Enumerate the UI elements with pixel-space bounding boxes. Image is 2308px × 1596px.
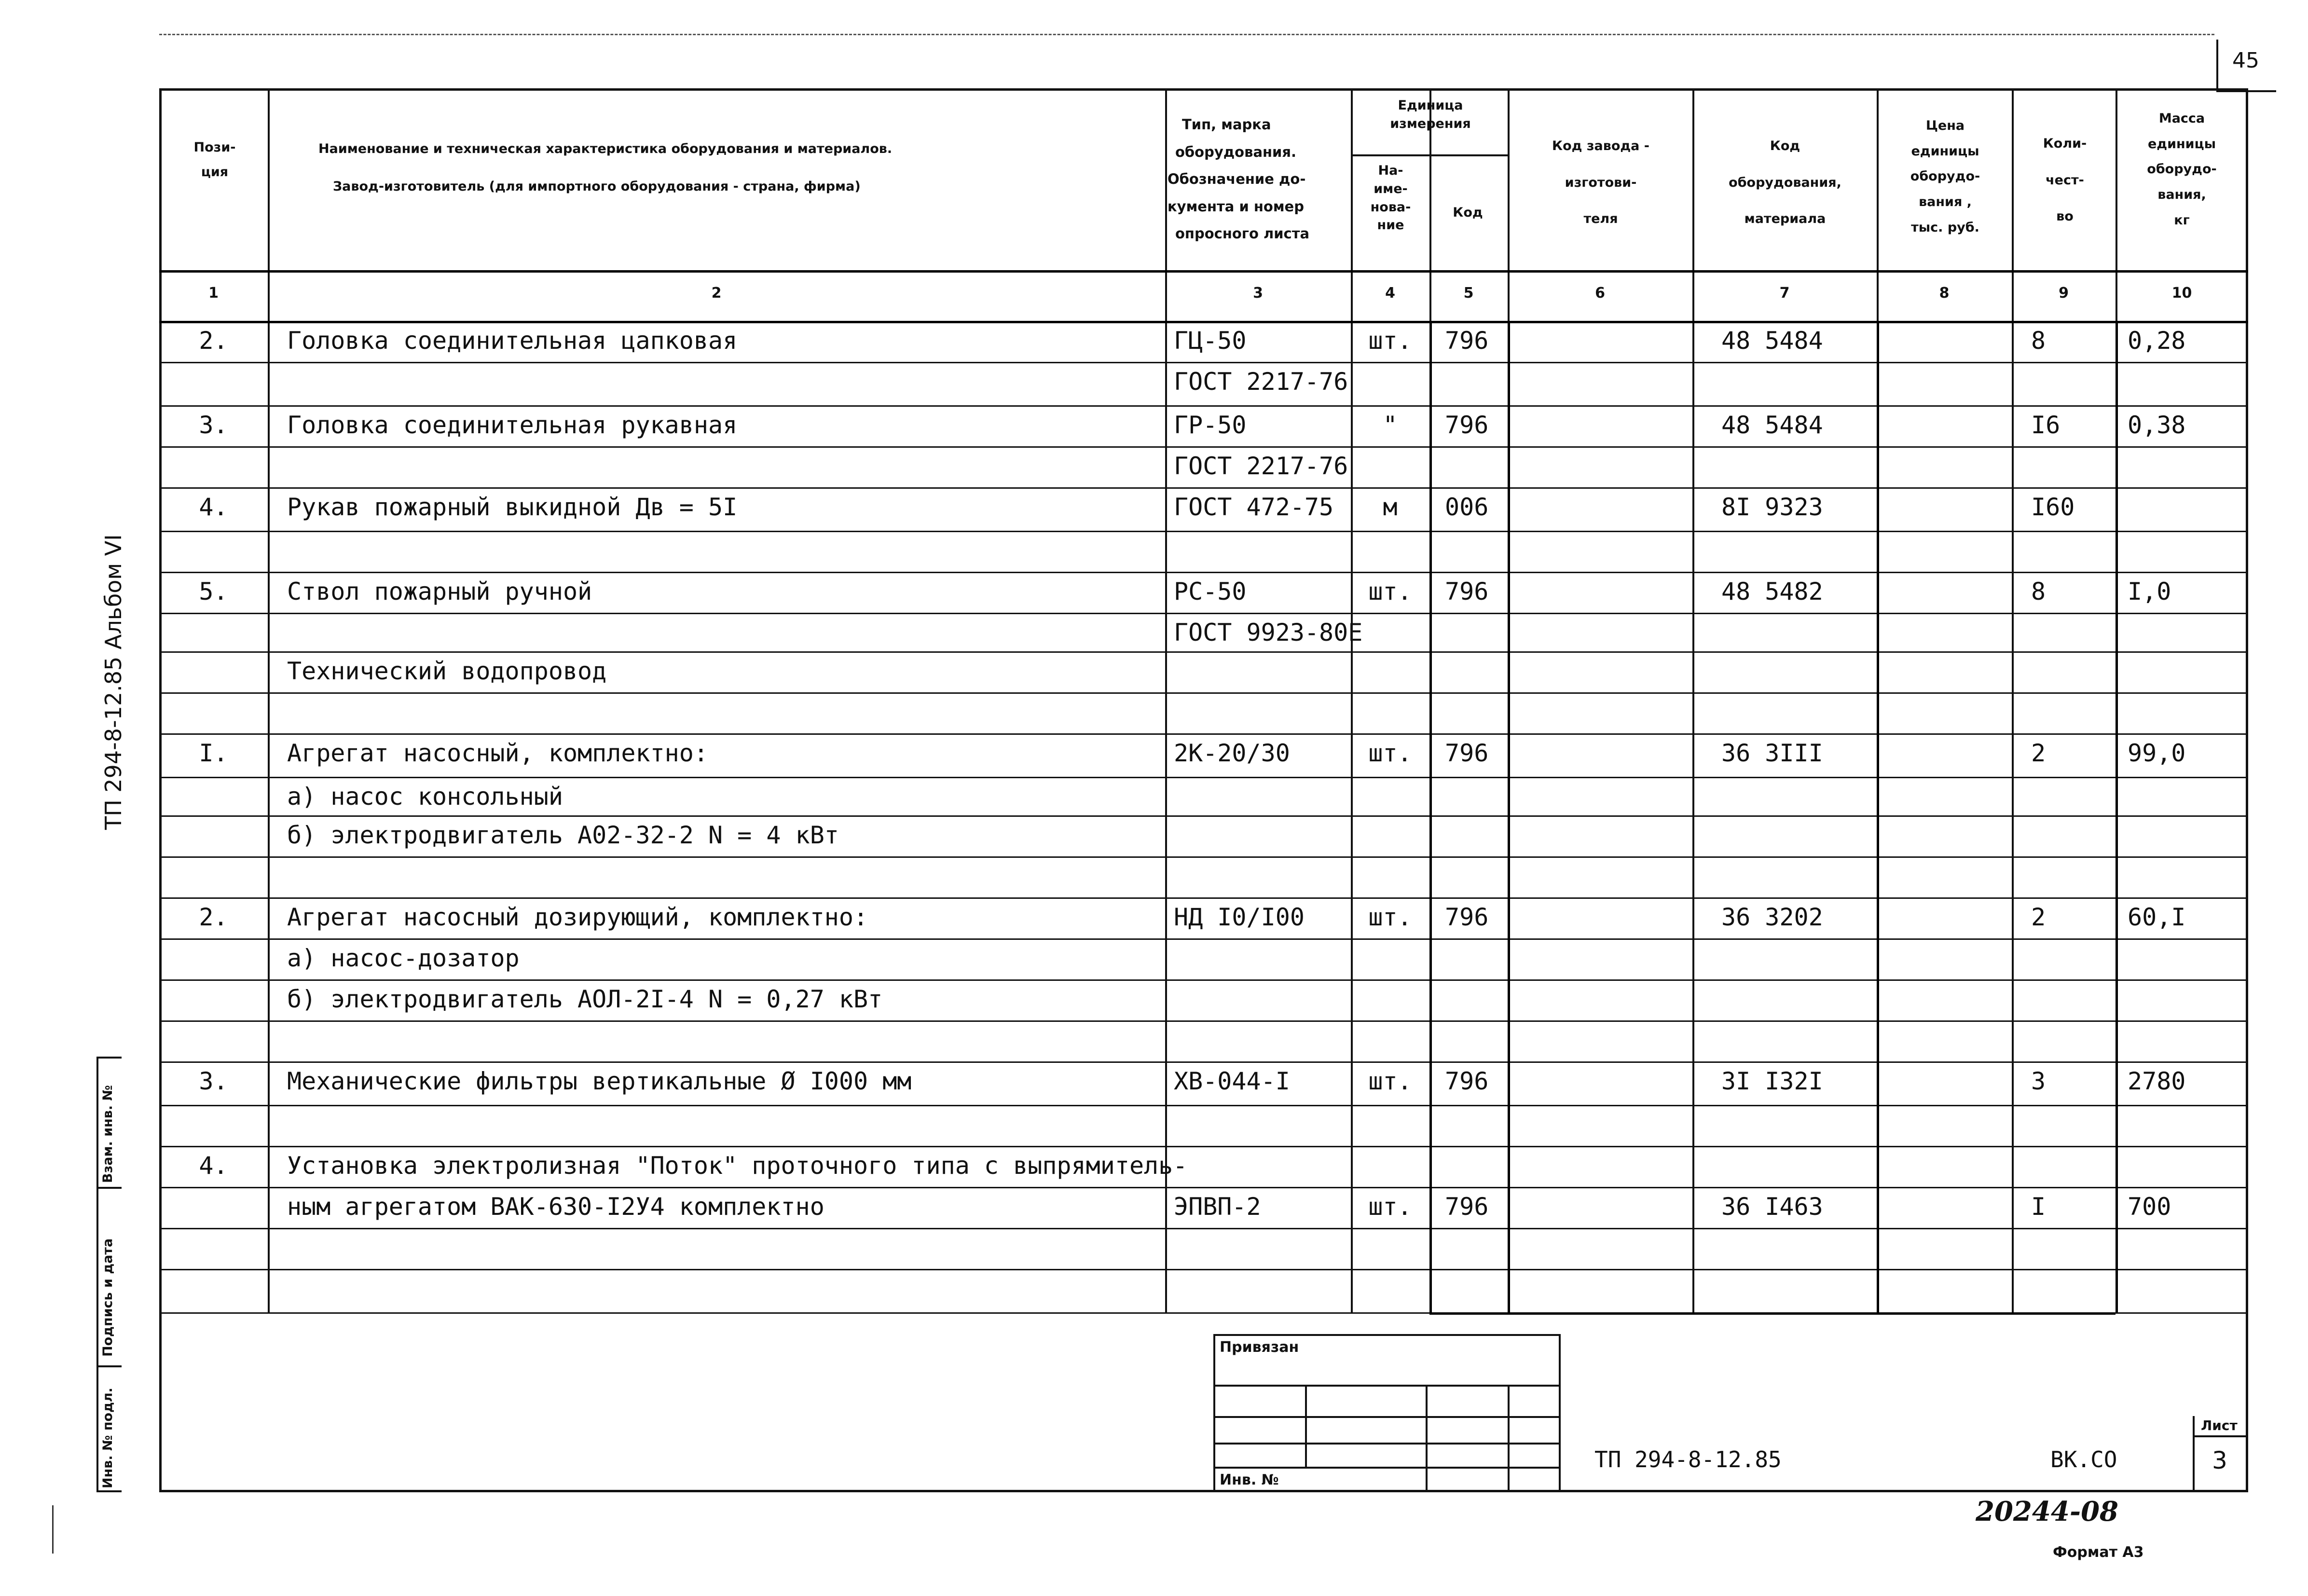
cell-qty: 3: [2031, 1067, 2046, 1095]
cell-mass: 0,38: [2128, 411, 2186, 439]
cell-type: ЭПВП-2: [1174, 1193, 1261, 1221]
cell-type: НД I0/I00: [1174, 903, 1305, 931]
cell-code: 796: [1445, 1193, 1489, 1221]
list-number: 3: [2212, 1446, 2227, 1474]
grid-line: [159, 270, 2248, 273]
grid-line: [1429, 321, 1432, 1312]
header-equipment-code: Код оборудования, материала: [1729, 138, 1841, 227]
stamp-podpis-label: Подпись и дата: [100, 1238, 115, 1357]
grid-line: [159, 405, 2248, 407]
grid-line: [159, 856, 2248, 858]
cell-name: а) насос консольный: [287, 783, 563, 811]
cell-type: ГОСТ 2217-76: [1174, 452, 1348, 480]
cell-code7: 36 I463: [1721, 1193, 1823, 1221]
cell-name: Головка соединительная рукавная: [287, 411, 738, 439]
inv-no-label: Инв. №: [1220, 1472, 1279, 1488]
column-number: 9: [2059, 285, 2069, 302]
cell-type: ГЦ-50: [1174, 327, 1247, 355]
header-unit-code: Код: [1453, 205, 1483, 220]
cell-unit: м: [1383, 493, 1398, 521]
cell-mass: I,0: [2128, 578, 2171, 605]
grid-line: [159, 938, 2248, 940]
cell-unit: шт.: [1368, 578, 1412, 605]
cell-pos: 2.: [199, 903, 228, 931]
header-mass: Масса единицы оборудо- вания, кг: [2147, 111, 2217, 228]
cell-unit: шт.: [1368, 739, 1412, 767]
grid-line: [159, 692, 2248, 694]
cell-code: 796: [1445, 739, 1489, 767]
grid-line: [1877, 321, 1879, 1312]
grid-line: [159, 446, 2248, 448]
grid-line: [1508, 321, 1510, 1312]
cell-mass: 2780: [2128, 1067, 2186, 1095]
cell-name: Ствол пожарный ручной: [287, 578, 592, 605]
cell-qty: I6: [2031, 411, 2061, 439]
grid-line: [159, 1061, 2248, 1063]
side-album-title: ТП 294-8-12.85 Альбом VI: [100, 534, 126, 830]
grid-line: [159, 572, 2248, 573]
grid-line: [2116, 321, 2118, 1312]
cell-unit: шт.: [1368, 1193, 1412, 1221]
cell-qty: 8: [2031, 578, 2046, 605]
cell-mass: 0,28: [2128, 327, 2186, 355]
cell-qty: 2: [2031, 739, 2046, 767]
cell-type: РС-50: [1174, 578, 1247, 605]
handwritten-inventory-number: 20244-08: [1976, 1496, 2118, 1527]
cell-name: Технический водопровод: [287, 657, 607, 685]
cell-type: ГОСТ 9923-80Е: [1174, 619, 1363, 647]
cell-unit: шт.: [1368, 1067, 1412, 1095]
cell-code: 796: [1445, 327, 1489, 355]
cell-qty: 8: [2031, 327, 2046, 355]
cell-pos: 3.: [199, 411, 228, 439]
grid-line: [159, 815, 2248, 817]
header-price: Цена единицы оборудо- вания , тыс. руб.: [1910, 118, 1980, 235]
cell-code: 006: [1445, 493, 1489, 521]
cell-code7: 3I I32I: [1721, 1067, 1823, 1095]
grid-line: [159, 613, 2248, 614]
grid-line: [159, 777, 2248, 778]
cell-code7: 36 3202: [1721, 903, 1823, 931]
stamp-vzam-label: Взам. инв. №: [100, 1085, 115, 1183]
grid-line: [159, 1020, 2248, 1022]
cell-name: б) электродвигатель АОЛ-2I-4 N = 0,27 кВт: [287, 985, 883, 1013]
grid-line: [159, 897, 2248, 899]
cell-name: ным агрегатом ВАК-630-I2У4 комплектно: [287, 1193, 824, 1221]
column-number: 5: [1463, 285, 1474, 302]
cell-name: Механические фильтры вертикальные Ø I000 мм: [287, 1067, 912, 1095]
cell-pos: 4.: [199, 1152, 228, 1180]
cell-name: Установка электролизная "Поток" проточного типа с выпрямитель-: [287, 1152, 1188, 1180]
column-number: 2: [711, 285, 722, 302]
column-number: 6: [1595, 285, 1605, 302]
grid-line: [159, 1269, 2248, 1270]
cell-code: 796: [1445, 411, 1489, 439]
grid-line: [159, 1146, 2248, 1147]
column-number: 4: [1385, 285, 1395, 302]
grid-line: [159, 651, 2248, 653]
cell-qty: I: [2031, 1193, 2046, 1221]
cell-type: ГР-50: [1174, 411, 1247, 439]
page-number: 45: [2232, 48, 2259, 73]
cell-type: ГОСТ 472-75: [1174, 493, 1334, 521]
privyazan-label: Привязан: [1220, 1339, 1299, 1356]
header-unit-name: На- име- нова- ние: [1370, 163, 1411, 233]
column-number: 8: [1939, 285, 1950, 302]
grid-line: [159, 1187, 2248, 1188]
cell-type: ГОСТ 2217-76: [1174, 368, 1348, 396]
column-number: 10: [2171, 285, 2192, 302]
header-type: Тип, марка оборудования. Обозначение до- кумента и номер опросного листа: [1168, 116, 1310, 242]
grid-line: [159, 321, 2248, 323]
cell-qty: I60: [2031, 493, 2075, 521]
cell-pos: 3.: [199, 1067, 228, 1095]
column-number: 3: [1253, 285, 1263, 302]
doc-code: ТП 294-8-12.85: [1594, 1446, 1782, 1472]
cell-pos: 4.: [199, 493, 228, 521]
header-factory-code: Код завода - изготови- теля: [1552, 138, 1649, 227]
cell-mass: 60,I: [2128, 903, 2186, 931]
grid-line: [1429, 1312, 2116, 1315]
cell-code7: 48 5484: [1721, 411, 1823, 439]
grid-line: [159, 979, 2248, 981]
column-number: 1: [208, 285, 219, 302]
cell-unit: шт.: [1368, 903, 1412, 931]
grid-line: [159, 1228, 2248, 1229]
cell-unit: ": [1383, 411, 1398, 439]
cell-code7: 48 5484: [1721, 327, 1823, 355]
cell-name: Рукав пожарный выкидной Дв = 5I: [287, 493, 738, 521]
header-quantity: Коли- чест- во: [2043, 136, 2087, 224]
cell-pos: I.: [199, 739, 228, 767]
cell-code7: 8I 9323: [1721, 493, 1823, 521]
cell-code: 796: [1445, 1067, 1489, 1095]
top-dashed-line: [159, 34, 2214, 35]
sheet-code: ВК.СО: [2050, 1446, 2117, 1472]
cell-code: 796: [1445, 578, 1489, 605]
grid-line: [1351, 154, 1508, 156]
cell-mass: 99,0: [2128, 739, 2186, 767]
list-label: Лист: [2201, 1417, 2238, 1433]
stamp-inv-podl-label: Инв. № подл.: [100, 1388, 115, 1488]
format-label: Формат А3: [2053, 1544, 2144, 1561]
cell-pos: 2.: [199, 327, 228, 355]
cell-name: Агрегат насосный, комплектно:: [287, 739, 708, 767]
cell-type: ХВ-044-I: [1174, 1067, 1290, 1095]
grid-line: [159, 362, 2248, 363]
header-position: Пози- ция: [193, 140, 236, 180]
cell-name: б) электродвигатель А02-32-2 N = 4 кВт: [287, 821, 839, 849]
cell-code7: 48 5482: [1721, 578, 1823, 605]
cell-pos: 5.: [199, 578, 228, 605]
grid-line: [159, 733, 2248, 735]
column-number: 7: [1779, 285, 1790, 302]
cell-code: 796: [1445, 903, 1489, 931]
cell-unit: шт.: [1368, 327, 1412, 355]
cell-name: а) насос-дозатор: [287, 944, 520, 972]
cell-code7: 36 3III: [1721, 739, 1823, 767]
cell-name: Головка соединительная цапковая: [287, 327, 738, 355]
grid-line: [159, 1105, 2248, 1106]
grid-line: [159, 487, 2248, 489]
cell-type: 2К-20/30: [1174, 739, 1290, 767]
header-name: Наименование и техническая характеристика оборудования и материалов. Завод-изготовитель (для импортного оборудования - страна, фирма): [318, 141, 893, 194]
cell-name: Агрегат насосный дозирующий, комплектно:: [287, 903, 868, 931]
cell-mass: 700: [2128, 1193, 2171, 1221]
cell-qty: 2: [2031, 903, 2046, 931]
grid-line: [159, 531, 2248, 532]
header-unit: Единица измерения: [1390, 98, 1471, 131]
